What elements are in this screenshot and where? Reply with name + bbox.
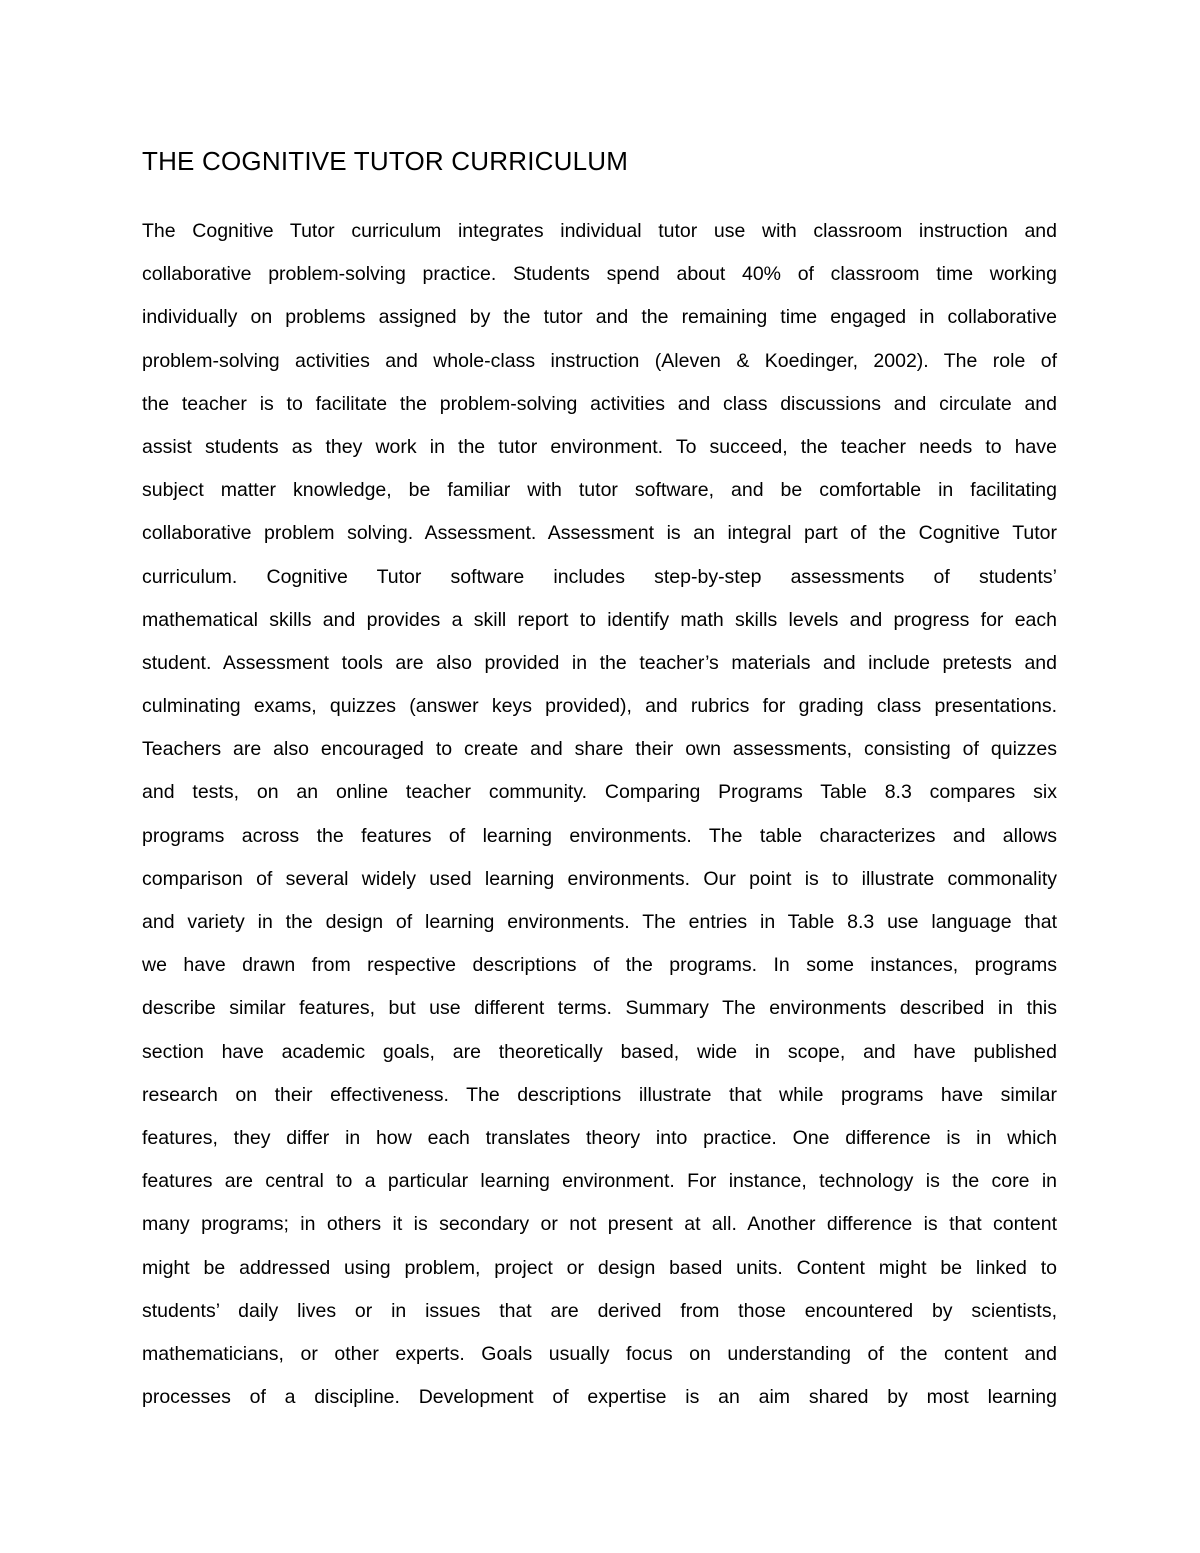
body-line: comparison of several widely used learning environments. Our point is to illustrate commonality <box>142 867 1057 890</box>
body-line: and variety in the design of learning environments. The entries in Table 8.3 use language that <box>142 911 1057 933</box>
body-line: The Cognitive Tutor curriculum integrates individual tutor use with classroom instruction and <box>142 220 1057 242</box>
body-line: we have drawn from respective descriptions of the programs. In some instances, programs <box>142 954 1057 977</box>
body-line: and tests, on an online teacher community. Comparing Programs Table 8.3 compares six <box>142 781 1057 804</box>
body-line: processes of a discipline. Development of expertise is an aim shared by most learning <box>142 1386 1057 1409</box>
body-line: features, they differ in how each translates theory into practice. One difference is in which <box>142 1126 1057 1149</box>
body-line: research on their effectiveness. The descriptions illustrate that while programs have similar <box>142 1083 1057 1106</box>
document-title: THE COGNITIVE TUTOR CURRICULUM <box>142 146 629 176</box>
body-line: culminating exams, quizzes (answer keys provided), and rubrics for grading class presentations. <box>142 695 1057 718</box>
body-line: describe similar features, but use different terms. Summary The environments described in this <box>142 997 1057 1020</box>
body-line: mathematicians, or other experts. Goals usually focus on understanding of the content and <box>142 1342 1057 1365</box>
body-line: mathematical skills and provides a skill report to identify math skills levels and progress for each <box>142 608 1057 631</box>
body-line: students’ daily lives or in issues that are derived from those encountered by scientists, <box>142 1299 1057 1322</box>
body-line: problem-solving activities and whole-class instruction (Aleven & Koedinger, 2002). The role of <box>142 349 1057 372</box>
body-line: collaborative problem-solving practice. Students spend about 40% of classroom time working <box>142 263 1057 286</box>
body-line: assist students as they work in the tutor environment. To succeed, the teacher needs to have <box>142 435 1057 458</box>
body-line: programs across the features of learning environments. The table characterizes and allows <box>142 824 1057 847</box>
body-line: student. Assessment tools are also provided in the teacher’s materials and include pretests and <box>142 651 1057 674</box>
body-line: features are central to a particular learning environment. For instance, technology is the core in <box>142 1170 1057 1193</box>
body-line: curriculum. Cognitive Tutor software includes step-by-step assessments of students’ <box>142 565 1057 588</box>
body-line: subject matter knowledge, be familiar with tutor software, and be comfortable in facilitating <box>142 479 1057 502</box>
body-line: the teacher is to facilitate the problem-solving activities and class discussions and circulate and <box>142 392 1057 415</box>
body-line: individually on problems assigned by the tutor and the remaining time engaged in collaborative <box>142 306 1057 329</box>
body-line: might be addressed using problem, project or design based units. Content might be linked to <box>142 1256 1057 1279</box>
body-line: many programs; in others it is secondary or not present at all. Another difference is that content <box>142 1213 1057 1236</box>
body-line: Teachers are also encouraged to create and share their own assessments, consisting of quizzes <box>142 738 1057 761</box>
body-line: section have academic goals, are theoretically based, wide in scope, and have published <box>142 1040 1057 1063</box>
document-body <box>142 210 1057 1419</box>
body-line: collaborative problem solving. Assessment. Assessment is an integral part of the Cognitive Tutor <box>142 522 1057 545</box>
